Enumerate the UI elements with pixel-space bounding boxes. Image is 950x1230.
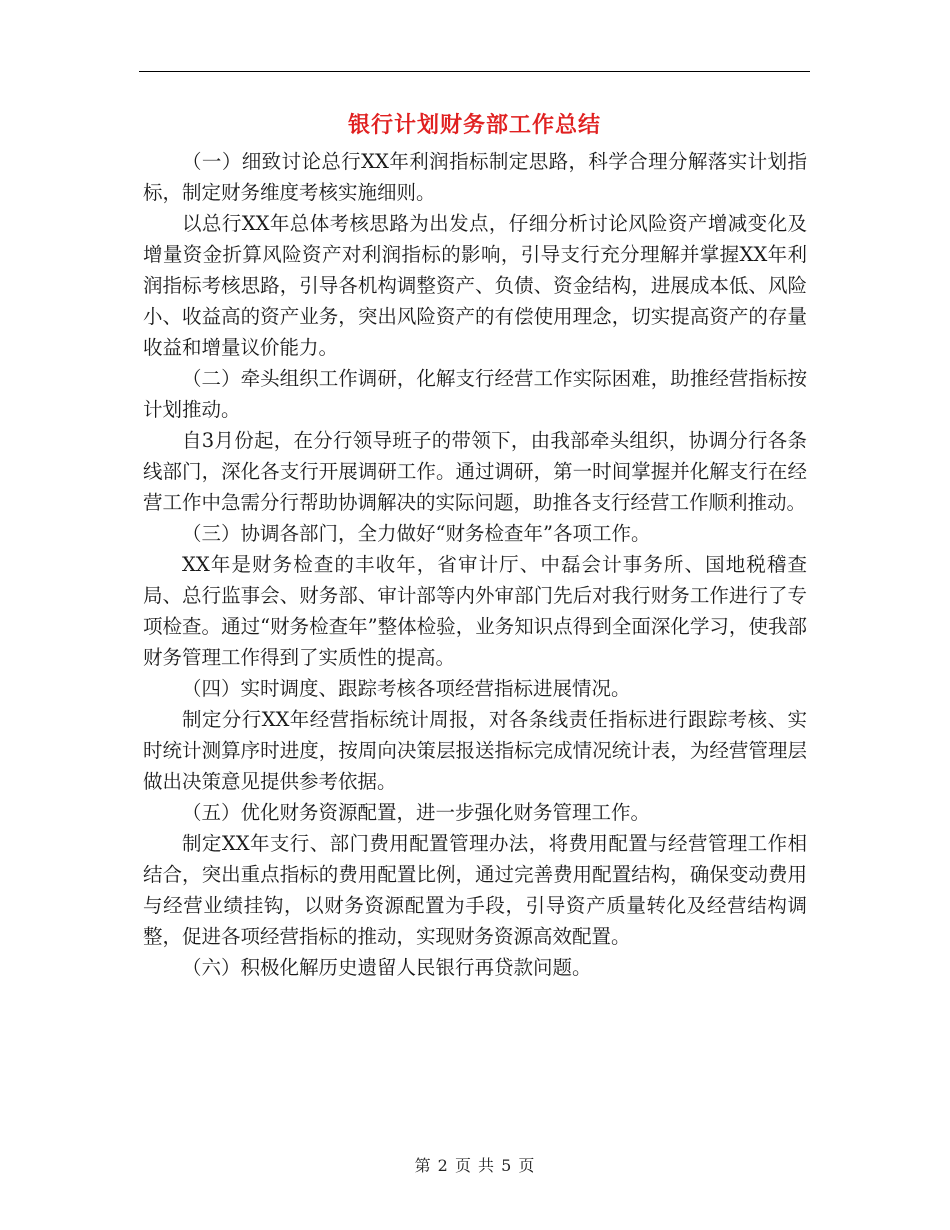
section-heading-1: （一）细致讨论总行XX年利润指标制定思路，科学合理分解落实计划指标，制定财务维度考核实施细则。 bbox=[143, 150, 807, 204]
section-heading-4: （四）实时调度、跟踪考核各项经营指标进展情况。 bbox=[182, 677, 631, 700]
paragraph: 以总行XX年总体考核思路为出发点，仔细分析讨论风险资产增减变化及增量资金折算风险资产对利润指标的影响，引导支行充分理解并掌握XX年利润指标考核思路，引导各机构调整资产、负债、资金结构，进展成本低、风险小、收益高的资产业务，突出风险资产的有偿使用理念，切实提高资产的存量收益和增量议价能力。 bbox=[143, 212, 807, 359]
section-heading-3: （三）协调各部门，全力做好“财务检查年”各项工作。 bbox=[182, 522, 651, 545]
page-number-footer: 第 2 页 共 5 页 bbox=[414, 1156, 536, 1175]
paragraph: 自3月份起，在分行领导班子的带领下，由我部牵头组织，协调分行各条线部门，深化各支行开展调研工作。通过调研，第一时间掌握并化解支行在经营工作中急需分行帮助协调解决的实际问题，助推各支行经营工作顺利推动。 bbox=[143, 429, 807, 514]
document-title: 银行计划财务部工作总结 bbox=[347, 112, 601, 138]
section-heading-5: （五）优化财务资源配置，进一步强化财务管理工作。 bbox=[182, 801, 651, 824]
section-heading-6: （六）积极化解历史遗留人民银行再贷款问题。 bbox=[182, 956, 592, 979]
paragraph: 制定分行XX年经营指标统计周报，对各条线责任指标进行跟踪考核、实时统计测算序时进度，按周向决策层报送指标完成情况统计表，为经营管理层做出决策意见提供参考依据。 bbox=[143, 708, 807, 793]
header-rule bbox=[139, 71, 810, 72]
paragraph: 制定XX年支行、部门费用配置管理办法，将费用配置与经营管理工作相结合，突出重点指标的费用配置比例，通过完善费用配置结构，确保变动费用与经营业绩挂钩，以财务资源配置为手段，引导资产质量转化及经营结构调整，促进各项经营指标的推动，实现财务资源高效配置。 bbox=[143, 832, 807, 948]
paragraph: XX年是财务检查的丰收年，省审计厅、中磊会计事务所、国地税稽查局、总行监事会、财务部、审计部等内外审部门先后对我行财务工作进行了专项检查。通过“财务检查年”整体检验，业务知识点得到全面深化学习，使我部财务管理工作得到了实质性的提高。 bbox=[143, 553, 807, 669]
section-heading-2: （二）牵头组织工作调研，化解支行经营工作实际困难，助推经营指标按计划推动。 bbox=[143, 367, 807, 421]
document-body bbox=[143, 146, 807, 983]
